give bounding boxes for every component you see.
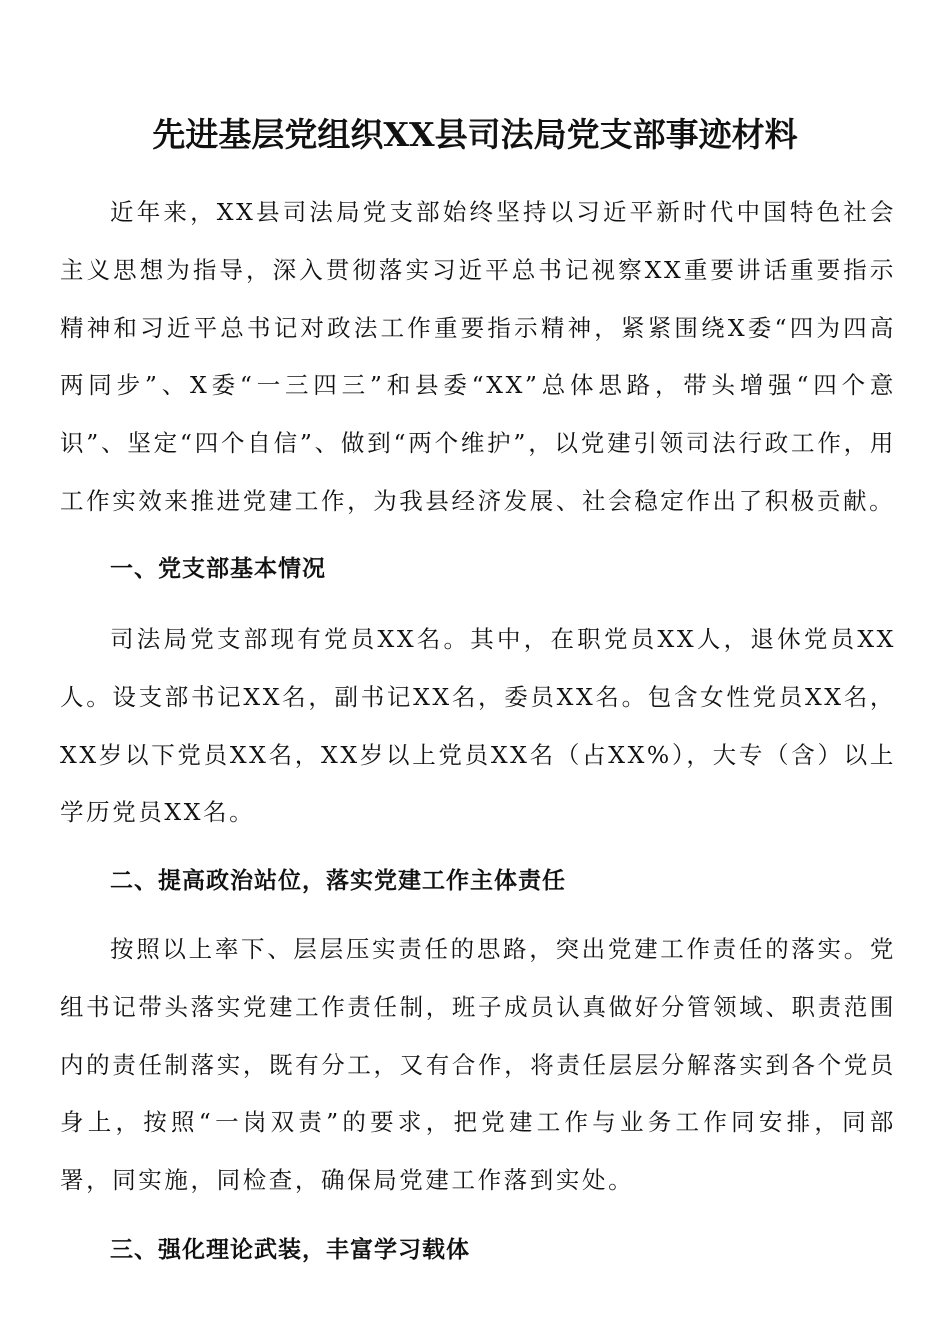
section-heading-1: 一、党支部基本情况 bbox=[110, 556, 326, 582]
section-heading-2: 二、提高政治站位，落实党建工作主体责任 bbox=[110, 868, 566, 894]
section-body-2: 按照以上率下、层层压实责任的思路，突出党建工作责任的落实。党组书记带头落实党建工作责任制，班子成员认真做好分管领域、职责范围内的责任制落实，既有分工，又有合作，将责任层层分解落实到各个党员身上，按照“一岗双责”的要求，把党建工作与业务工作同安排，同部署，同实施，同检查，确保局党建工作落到实处。 bbox=[60, 935, 896, 1195]
intro-paragraph: 近年来，XX县司法局党支部始终坚持以习近平新时代中国特色社会主义思想为指导，深入贯彻落实习近平总书记视察XX重要讲话重要指示精神和习近平总书记对政法工作重要指示精神，紧紧围绕X委“四为四高两同步”、X委“一三四三”和县委“XX”总体思路，带头增强“四个意识”、坚定“四个自信”、做到“两个维护”，以党建引领司法行政工作，用工作实效来推进党建工作，为我县经济发展、社会稳定作出了积极贡献。 bbox=[60, 198, 896, 515]
section-heading-3: 三、强化理论武装，丰富学习载体 bbox=[110, 1237, 470, 1263]
document-title: 先进基层党组织XX县司法局党支部事迹材料 bbox=[152, 115, 798, 154]
section-body-1: 司法局党支部现有党员XX名。其中，在职党员XX人，退休党员XX人。设支部书记XX名，副书记XX名，委员XX名。包含女性党员XX名，XX岁以下党员XX名，XX岁以上党员XX名（占XX%），大专（含）以上学历党员XX名。 bbox=[60, 625, 896, 827]
